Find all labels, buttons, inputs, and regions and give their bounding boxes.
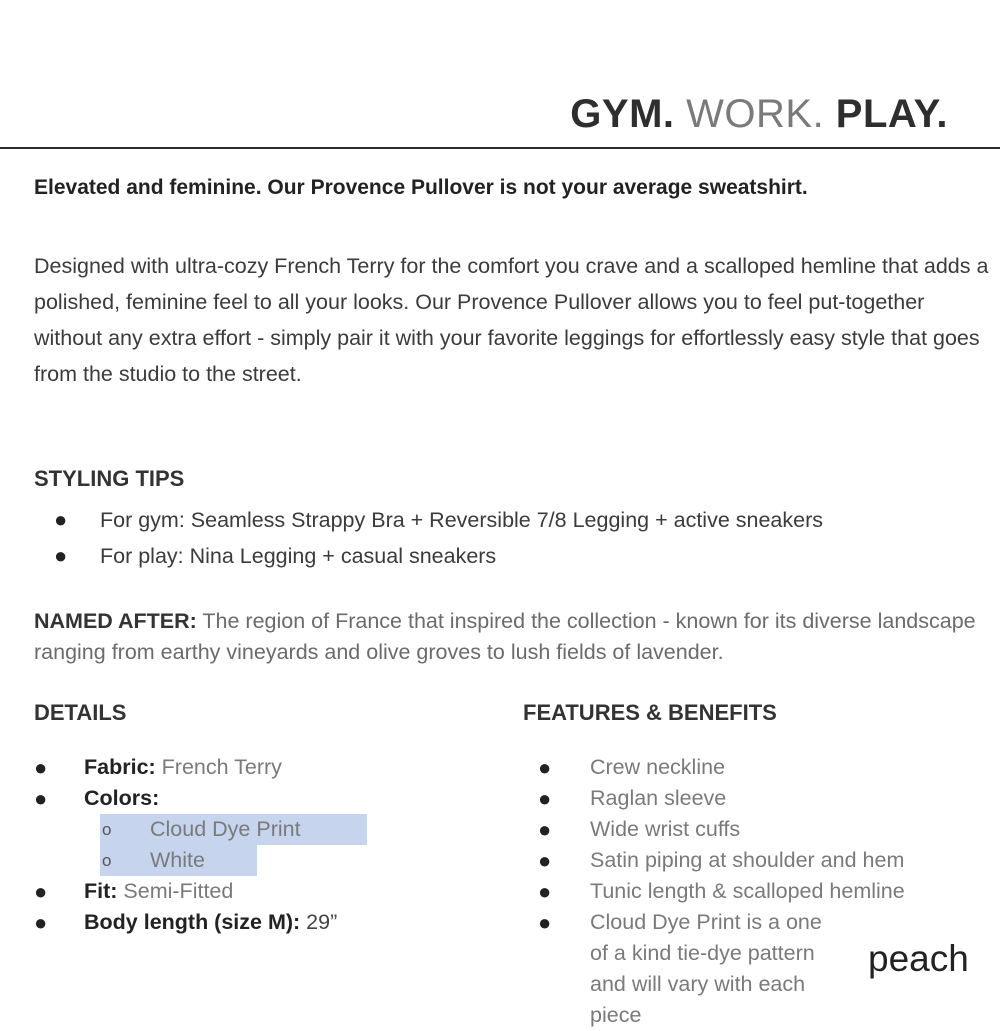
named-after-text: The region of France that inspired the collection - known for its diverse landscape ranging from earthy vineyards and olive groves to lush fields of lavender.: [34, 609, 976, 664]
title-work: WORK.: [674, 92, 825, 136]
bullet-icon: ●: [538, 910, 552, 935]
length-value: 29”: [300, 910, 338, 934]
list-item: [34, 502, 994, 538]
bullet-icon: ●: [34, 879, 48, 904]
named-after-label: NAMED AFTER:: [34, 609, 197, 633]
feature-text: Raglan sleeve: [590, 786, 727, 810]
fabric-label: Fabric:: [84, 755, 156, 779]
bullet-icon: ●: [538, 755, 552, 780]
detail-fabric: [34, 752, 494, 783]
fit-label: Fit:: [84, 879, 118, 903]
list-item: [538, 752, 988, 783]
bullet-icon: ●: [54, 507, 68, 532]
color-name: Cloud Dye Print: [150, 817, 301, 841]
intro-paragraph: Designed with ultra-cozy French Terry for the comfort you crave and a scalloped hemline that adds a polished, feminine feel to all your looks. Our Provence Pullover allows you to feel put-together without any extra effort - simply pair it with your favorite leggings for effortlessly easy style that goes from the studio to the street.: [34, 254, 989, 386]
bullet-icon: ●: [34, 786, 48, 811]
color-option: [34, 814, 494, 845]
details-heading: DETAILS: [34, 700, 127, 725]
styling-tips-list: [34, 502, 994, 574]
fit-value: Semi-Fitted: [117, 879, 234, 903]
colors-label: Colors:: [84, 786, 160, 810]
bullet-icon: ●: [538, 786, 552, 811]
tip-text: For gym: Seamless Strappy Bra + Reversible 7/8 Legging + active sneakers: [100, 508, 823, 532]
list-item: [538, 876, 988, 907]
color-name: White: [150, 848, 205, 872]
title-play: PLAY.: [824, 92, 948, 136]
bullet-icon: ●: [34, 910, 48, 935]
page-title: [570, 92, 948, 137]
tagline: Elevated and feminine. Our Provence Pullover is not your average sweatshirt.: [34, 176, 808, 199]
title-gym: GYM.: [570, 92, 675, 136]
bullet-icon: ●: [538, 817, 552, 842]
details-list: [34, 752, 494, 938]
list-item: [538, 814, 988, 845]
peach-label: peach: [868, 938, 969, 979]
color-option: [34, 845, 494, 876]
feature-text: Tunic length & scalloped hemline: [590, 879, 905, 903]
detail-fit: [34, 876, 494, 907]
named-after-paragraph: [34, 606, 984, 668]
feature-text: Wide wrist cuffs: [590, 817, 741, 841]
list-item: [538, 783, 988, 814]
detail-body-length: [34, 907, 494, 938]
bullet-icon: ●: [538, 879, 552, 904]
list-item: [538, 845, 988, 876]
circle-bullet-icon: o: [102, 820, 112, 839]
header-divider: [0, 147, 1000, 149]
features-list: [538, 752, 988, 1031]
bullet-icon: ●: [538, 848, 552, 873]
feature-text: Satin piping at shoulder and hem: [590, 848, 905, 872]
length-label: Body length (size M):: [84, 910, 301, 934]
features-heading: FEATURES & BENEFITS: [523, 700, 777, 725]
feature-text: Crew neckline: [590, 755, 726, 779]
list-item: [34, 538, 994, 574]
tip-text: For play: Nina Legging + casual sneakers: [100, 544, 497, 568]
bullet-icon: ●: [54, 543, 68, 568]
styling-tips-heading: STYLING TIPS: [34, 466, 185, 491]
bullet-icon: ●: [34, 755, 48, 780]
detail-colors: [34, 783, 494, 814]
feature-text: Cloud Dye Print is a one of a kind tie-dye pattern and will vary with each piece: [590, 910, 822, 1027]
fabric-value: French Terry: [155, 755, 282, 779]
circle-bullet-icon: o: [102, 851, 112, 870]
